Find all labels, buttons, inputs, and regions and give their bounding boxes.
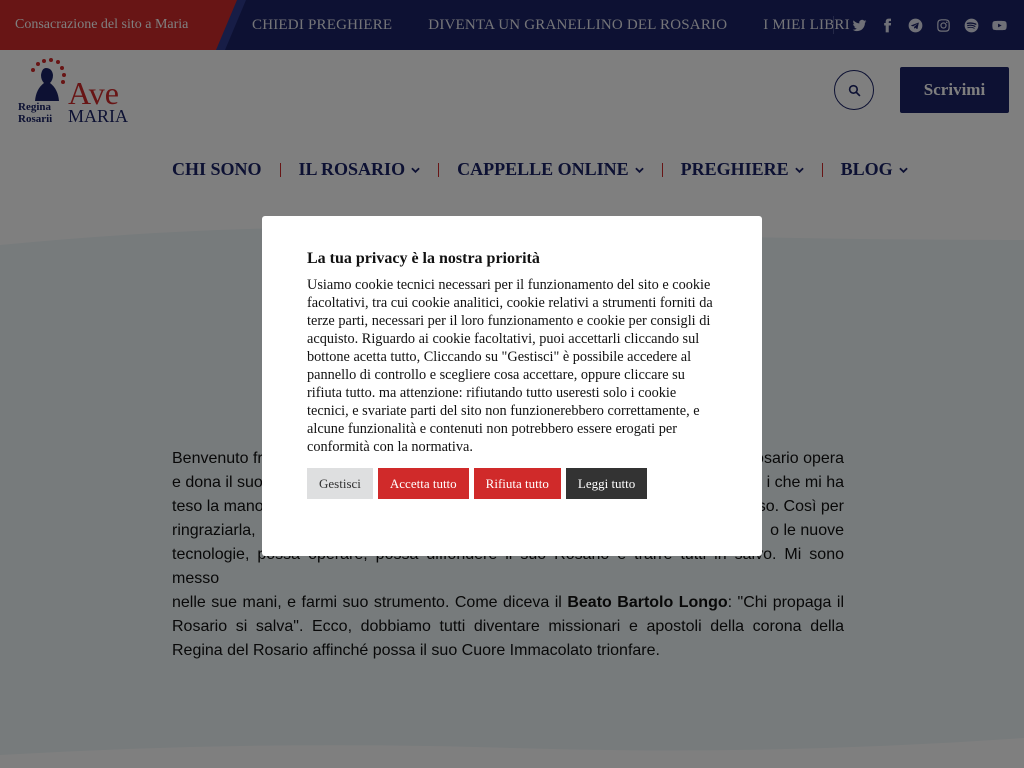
reject-all-button[interactable]: Rifiuta tutto	[474, 468, 561, 499]
cookie-dialog-title: La tua privacy è la nostra priorità	[307, 250, 540, 267]
manage-cookies-button[interactable]: Gestisci	[307, 468, 373, 499]
read-more-button[interactable]: Leggi tutto	[566, 468, 647, 499]
cookie-dialog-actions	[307, 468, 717, 499]
accept-all-button[interactable]: Accetta tutto	[378, 468, 469, 499]
cookie-dialog-body: Usiamo cookie tecnici necessari per il funzionamento del sito e cookie facoltativi, tra cui cookie analitici, cookie relativi a strumenti forniti da terze parti, necessari per il loro funzionamento e cookie per consigli di acquisto. Riguardo ai cookie facoltativi, puoi accettarli cliccando sul bottone acetta tutto, Cliccando su "Gestisci" è possibile accedere al pannello di controllo e scegliere cosa accettare, oppure cliccare su rifiuta tutto. ma attenzione: rifiutando tutto useresti solo i cookie tecnici, e svariate parti del sito non funzionerebbero correttamente, e alcune funzionalità e contenuti non potrebbero essere erogati per conformità con la normativa.	[307, 277, 713, 455]
cookie-consent-dialog	[262, 216, 762, 556]
